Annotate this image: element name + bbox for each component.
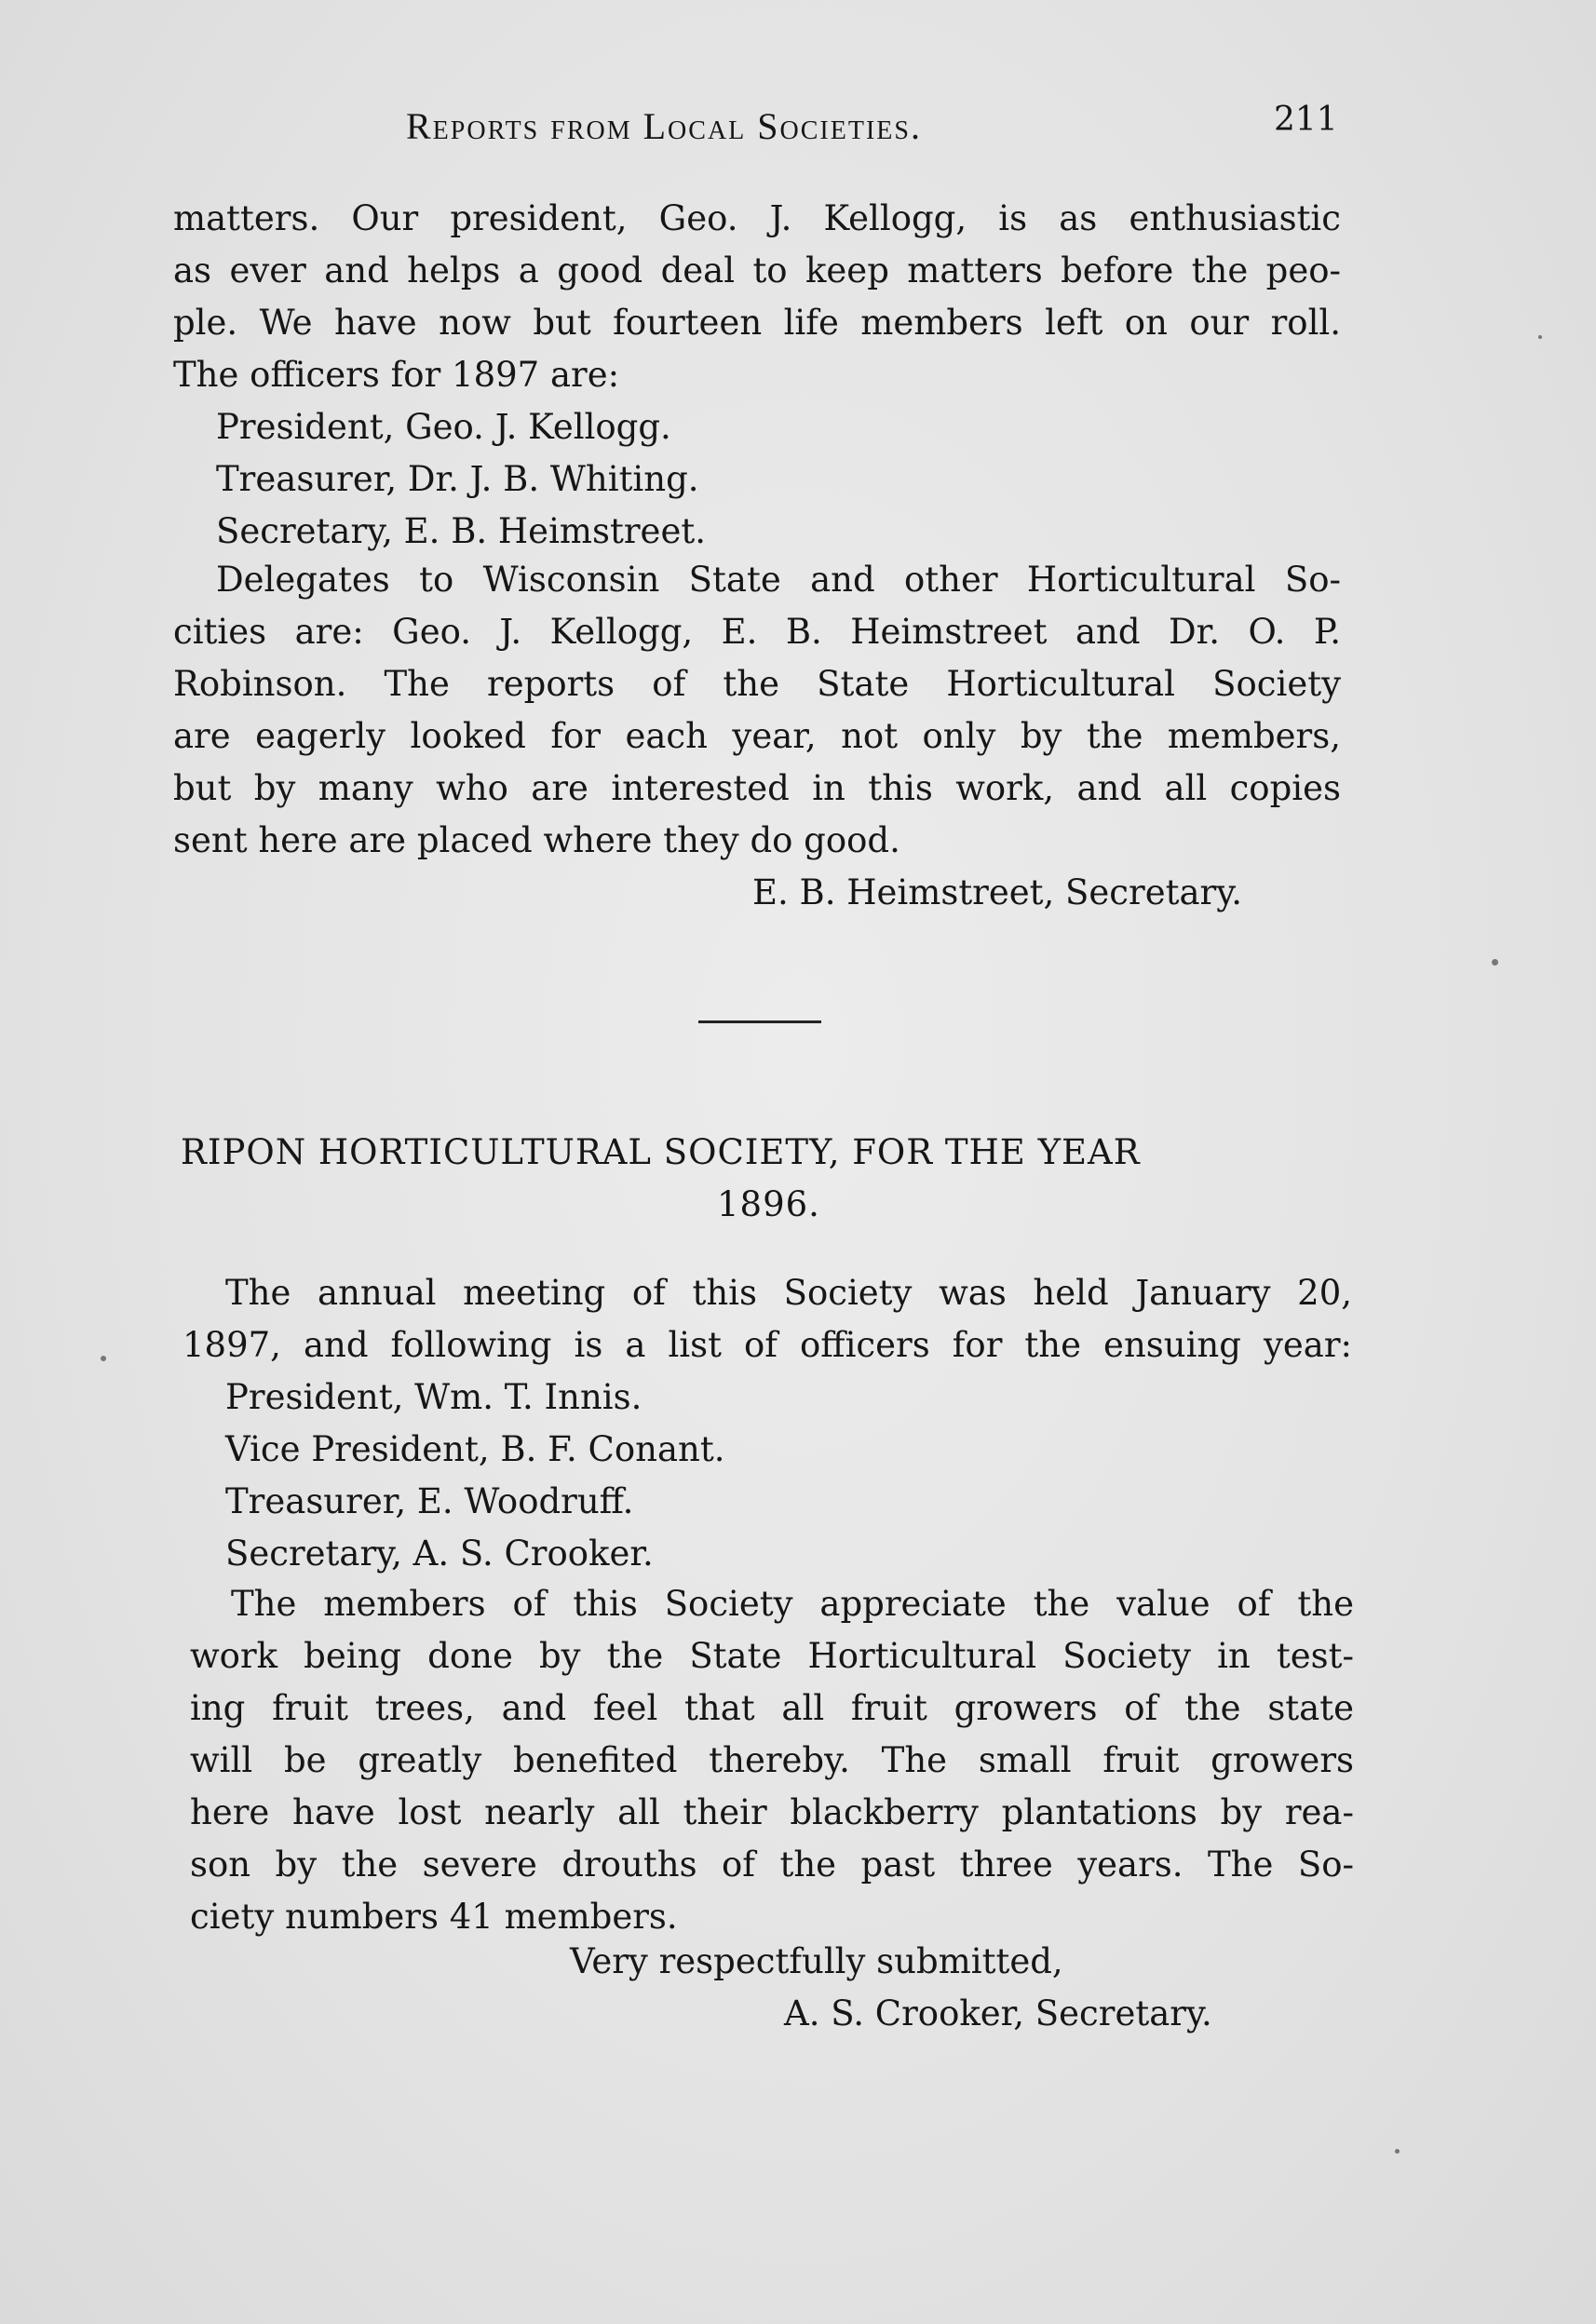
- paragraph-line: matters. Our president, Geo. J. Kellogg, is as enthusiastic: [173, 198, 1341, 238]
- scan-speck: [1395, 2149, 1400, 2154]
- officer-line: Secretary, E. B. Heimstreet.: [216, 511, 706, 551]
- signature: E. B. Heimstreet, Secretary.: [752, 872, 1242, 912]
- closing-line: Very respectfully submitted,: [570, 1941, 1063, 1981]
- scan-speck: [101, 1356, 106, 1361]
- signature: A. S. Crooker, Secretary.: [784, 1993, 1212, 2034]
- paragraph-line: ciety numbers 41 members.: [190, 1897, 678, 1937]
- paragraph-line: sent here are placed where they do good.: [173, 820, 900, 860]
- officer-line: Secretary, A. S. Crooker.: [225, 1534, 654, 1574]
- running-head: Reports from Local Societies.: [406, 105, 922, 147]
- officer-line: President, Geo. J. Kellogg.: [216, 407, 671, 447]
- section-divider: [698, 1020, 821, 1023]
- paragraph-line: are eagerly looked for each year, not only by the members,: [173, 716, 1341, 756]
- page-number: 211: [1274, 101, 1338, 139]
- paragraph-line: 1897, and following is a list of officers for the ensuing year:: [183, 1325, 1352, 1365]
- section-title-year: 1896.: [717, 1184, 820, 1224]
- paragraph-line: but by many who are interested in this work, and all copies: [173, 768, 1341, 808]
- scan-speck: [1538, 335, 1542, 339]
- paragraph-line: Robinson. The reports of the State Horticultural Society: [173, 664, 1341, 704]
- paragraph-line: The officers for 1897 are:: [173, 355, 620, 395]
- paragraph-line: son by the severe drouths of the past three years. The So-: [190, 1844, 1354, 1885]
- paragraph-line: The members of this Society appreciate the value of the: [231, 1584, 1354, 1624]
- paragraph-line: ing fruit trees, and feel that all fruit growers of the state: [190, 1688, 1354, 1728]
- officer-line: Vice President, B. F. Conant.: [225, 1429, 725, 1469]
- paragraph-line: work being done by the State Horticultural Society in test-: [190, 1636, 1354, 1676]
- paragraph-line: The annual meeting of this Society was held January 20,: [225, 1273, 1352, 1313]
- paragraph-line: cities are: Geo. J. Kellogg, E. B. Heimstreet and Dr. O. P.: [173, 612, 1341, 652]
- officer-line: Treasurer, E. Woodruff.: [225, 1481, 634, 1521]
- paragraph-line: will be greatly benefited thereby. The small fruit growers: [190, 1740, 1354, 1780]
- section-title: RIPON HORTICULTURAL SOCIETY, FOR THE YEAR: [181, 1132, 1141, 1172]
- paragraph-line: as ever and helps a good deal to keep matters before the peo-: [173, 250, 1341, 290]
- paragraph-line: Delegates to Wisconsin State and other Horticultural So-: [216, 560, 1341, 600]
- officer-line: Treasurer, Dr. J. B. Whiting.: [216, 459, 699, 499]
- officer-line: President, Wm. T. Innis.: [225, 1377, 642, 1417]
- paragraph-line: here have lost nearly all their blackberry plantations by rea-: [190, 1792, 1354, 1832]
- scan-speck: [1492, 959, 1498, 966]
- paragraph-line: ple. We have now but fourteen life members left on our roll.: [173, 303, 1341, 343]
